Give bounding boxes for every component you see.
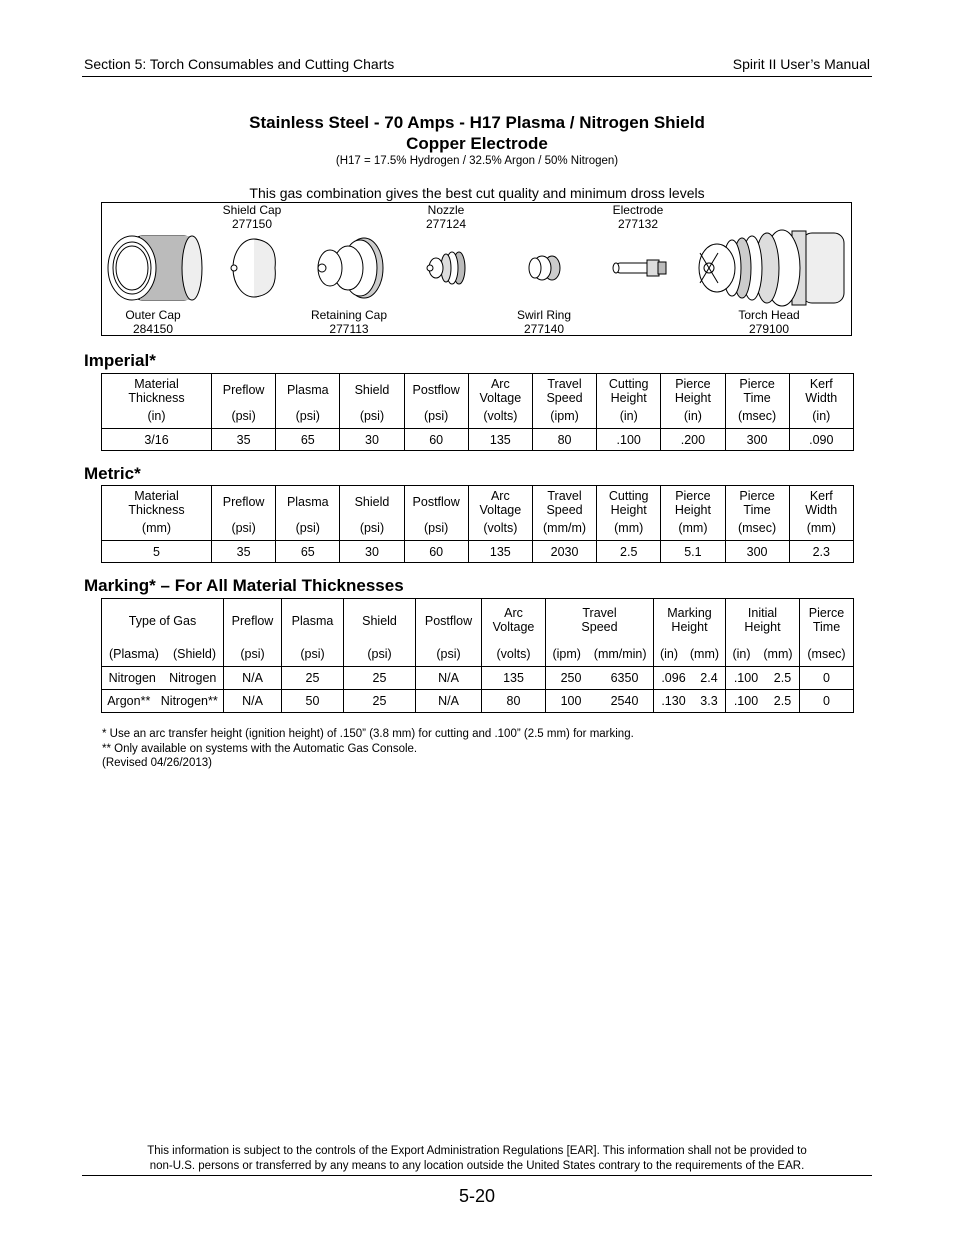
col-postflow: Postflow (psi) bbox=[416, 599, 482, 667]
table-row bbox=[102, 541, 854, 563]
table-cell: .100 bbox=[597, 429, 661, 451]
torch-head-icon bbox=[699, 230, 844, 306]
column-header: Cutting Height (in) bbox=[597, 374, 661, 429]
col-pierce-time: Pierce Time (msec) bbox=[800, 599, 854, 667]
column-header: Travel Speed (ipm) bbox=[532, 374, 596, 429]
column-header: Postflow (psi) bbox=[404, 486, 468, 541]
column-header: Pierce Time (msec) bbox=[725, 374, 789, 429]
table-cell: 2.5 bbox=[597, 541, 661, 563]
section-title: Section 5: Torch Consumables and Cutting Charts bbox=[84, 56, 395, 72]
table-cell: 35 bbox=[212, 429, 276, 451]
metric-heading: Metric* bbox=[84, 464, 141, 483]
page-title: Stainless Steel - 70 Amps - H17 Plasma / Nitrogen Shield bbox=[249, 113, 705, 132]
column-header: Arc Voltage (volts) bbox=[468, 374, 532, 429]
col-shield: Shield (psi) bbox=[344, 599, 416, 667]
outer-cap-icon bbox=[108, 236, 202, 300]
gas-mixture-note: (H17 = 17.5% Hydrogen / 32.5% Argon / 50% Nitrogen) bbox=[335, 155, 619, 167]
footer-rule bbox=[82, 1175, 872, 1176]
table-row: Argon** Nitrogen** N/A 50 25 N/A 80 100 2540 .130 3.3 .100 2.5 0 bbox=[102, 690, 854, 713]
shield-cap-icon bbox=[231, 239, 275, 297]
column-header: Kerf Width (mm) bbox=[789, 486, 853, 541]
electrode-icon bbox=[613, 260, 666, 276]
column-header: Postflow (psi) bbox=[404, 374, 468, 429]
table-cell: 135 bbox=[468, 541, 532, 563]
table-cell: 3/16 bbox=[102, 429, 212, 451]
table-cell: 5.1 bbox=[661, 541, 725, 563]
table-cell: 2030 bbox=[532, 541, 596, 563]
column-header: Plasma (psi) bbox=[276, 486, 340, 541]
retaining-cap-icon bbox=[318, 238, 383, 298]
column-header: Travel Speed (mm/m) bbox=[532, 486, 596, 541]
metric-table bbox=[101, 485, 854, 563]
column-header: Preflow (psi) bbox=[212, 374, 276, 429]
column-header: Material Thickness (in) bbox=[102, 374, 212, 429]
column-header: Preflow (psi) bbox=[212, 486, 276, 541]
nozzle-icon bbox=[427, 252, 465, 284]
footnotes bbox=[102, 727, 634, 771]
footnote-agc: ** Only available on systems with the Automatic Gas Console. bbox=[102, 742, 418, 755]
column-header: Plasma (psi) bbox=[276, 374, 340, 429]
consumables-drawing bbox=[102, 203, 853, 337]
table-cell: .090 bbox=[789, 429, 853, 451]
table-cell: 60 bbox=[404, 541, 468, 563]
col-plasma: Plasma (psi) bbox=[282, 599, 344, 667]
header-rule bbox=[82, 76, 872, 77]
column-header: Material Thickness (mm) bbox=[102, 486, 212, 541]
marking-heading: Marking* – For All Material Thicknesses bbox=[84, 576, 404, 595]
shield-cap-label: Shield Cap 277150 bbox=[222, 203, 282, 231]
swirl-ring-label: Swirl Ring 277140 bbox=[516, 308, 571, 336]
table-cell: 300 bbox=[725, 429, 789, 451]
manual-title: Spirit II User’s Manual bbox=[732, 56, 870, 72]
swirl-ring-icon bbox=[529, 256, 560, 280]
column-header: Arc Voltage (volts) bbox=[468, 486, 532, 541]
col-initial-height: Initial Height (in) (mm) bbox=[726, 599, 800, 667]
consumables-diagram bbox=[101, 202, 852, 336]
column-header: Pierce Time (msec) bbox=[725, 486, 789, 541]
ear-notice: This information is subject to the controls of the Export Administration Regulations [EAR]. This information shall not be provided to non-U.S. persons or transferred by any means to any location outside the United States contrary to the requirements of the EAR. bbox=[147, 1145, 807, 1172]
column-header: Shield (psi) bbox=[340, 374, 404, 429]
table-cell: 80 bbox=[532, 429, 596, 451]
footnote-arc-transfer: * Use an arc transfer height (ignition height) of .150” (3.8 mm) for cutting and .100” (2.5 mm) for marking. bbox=[102, 728, 634, 740]
table-row: Nitrogen Nitrogen N/A 25 25 N/A 135 250 6350 .096 2.4 .100 2.5 0 bbox=[102, 667, 854, 690]
col-preflow: Preflow (psi) bbox=[224, 599, 282, 667]
table-cell: 65 bbox=[276, 429, 340, 451]
table-cell: 35 bbox=[212, 541, 276, 563]
table-cell: 135 bbox=[468, 429, 532, 451]
col-arc-voltage: Arc Voltage (volts) bbox=[482, 599, 546, 667]
table-cell: 30 bbox=[340, 429, 404, 451]
page-number: 5-20 bbox=[458, 1186, 496, 1206]
retaining-cap-label: Retaining Cap 277113 bbox=[310, 308, 388, 336]
col-travel-speed: Travel Speed (ipm) (mm/min) bbox=[546, 599, 654, 667]
table-cell: .200 bbox=[661, 429, 725, 451]
column-header: Kerf Width (in) bbox=[789, 374, 853, 429]
col-type-of-gas: Type of Gas (Plasma) (Shield) bbox=[102, 599, 224, 667]
column-header: Pierce Height (mm) bbox=[661, 486, 725, 541]
table-cell: 65 bbox=[276, 541, 340, 563]
table-cell: 300 bbox=[725, 541, 789, 563]
table-cell: 5 bbox=[102, 541, 212, 563]
table-row bbox=[102, 429, 854, 451]
table-cell: 60 bbox=[404, 429, 468, 451]
electrode-label: Electrode 277132 bbox=[612, 203, 664, 231]
column-header: Shield (psi) bbox=[340, 486, 404, 541]
revision-date: (Revised 04/26/2013) bbox=[102, 757, 212, 769]
table-cell: 2.3 bbox=[789, 541, 853, 563]
intro-text: This gas combination gives the best cut quality and minimum dross levels bbox=[249, 185, 705, 201]
column-header: Pierce Height (in) bbox=[661, 374, 725, 429]
column-header: Cutting Height (mm) bbox=[597, 486, 661, 541]
outer-cap-label: Outer Cap 284150 bbox=[125, 308, 181, 336]
nozzle-label: Nozzle 277124 bbox=[425, 203, 467, 231]
imperial-table bbox=[101, 373, 854, 451]
imperial-heading: Imperial* bbox=[84, 351, 156, 370]
col-marking-height: Marking Height (in) (mm) bbox=[654, 599, 726, 667]
marking-table bbox=[101, 598, 854, 713]
table-cell: 30 bbox=[340, 541, 404, 563]
torch-head-label: Torch Head 279100 bbox=[738, 308, 800, 336]
page-subtitle: Copper Electrode bbox=[406, 134, 548, 153]
